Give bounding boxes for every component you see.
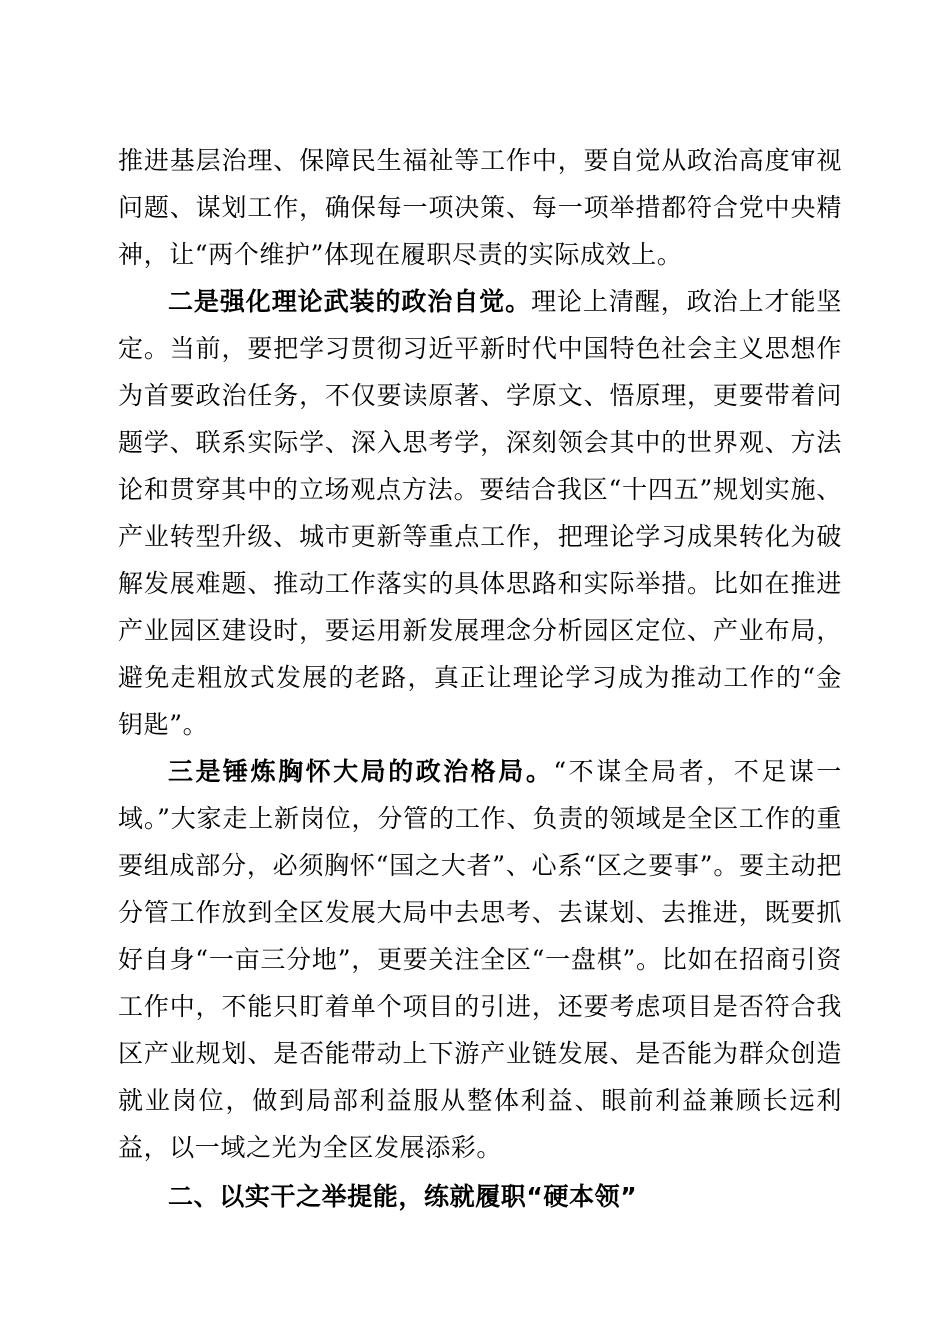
paragraph-lead: 二是强化理论武装的政治自觉。	[168, 287, 532, 316]
document-body	[118, 137, 842, 1220]
paragraph-theory	[118, 278, 842, 748]
paragraph-text: 理论上清醒，政治上才能坚定。当前，要把学习贯彻习近平新时代中国特色社会主义思想作为首要政治任务，不仅要读原著、学原文、悟原理，更要带着问题学、联系实际学、深入思考学，深刻领会其中的世界观、方法论和贯穿其中的立场观点方法。要结合我区“十四五”规划实施、产业转型升级、城市更新等重点工作，把理论学习成果转化为破解发展难题、推动工作落实的具体思路和实际举措。比如在推进产业园区建设时，要运用新发展理念分析园区定位、产业布局，避免走粗放式发展的老路，真正让理论学习成为推动工作的“金钥匙”。	[118, 287, 843, 739]
section-heading: 二、以实干之举提能，练就履职“硬本领”	[168, 1182, 638, 1211]
paragraph-continuation	[118, 137, 842, 278]
paragraph-text: 推进基层治理、保障民生福祉等工作中，要自觉从政治高度审视问题、谋划工作，确保每一项决策、每一项举措都符合党中央精神，让“两个维护”体现在履职尽责的实际成效上。	[118, 146, 842, 269]
paragraph-lead: 三是锤炼胸怀大局的政治格局。	[168, 757, 554, 786]
paragraph-text: “不谋全局者，不足谋一域。”大家走上新岗位，分管的工作、负责的领域是全区工作的重要组成部分，必须胸怀“国之大者”、心系“区之要事”。要主动把分管工作放到全区发展大局中去思考、去谋划、去推进，既要抓好自身“一亩三分地”，更要关注全区“一盘棋”。比如在招商引资工作中，不能只盯着单个项目的引进，还要考虑项目是否符合我区产业规划、是否能带动上下游产业链发展、是否能为群众创造就业岗位，做到局部利益服从整体利益、眼前利益兼顾长远利益，以一域之光为全区发展添彩。	[118, 757, 842, 1162]
paragraph-overall-view	[118, 748, 842, 1171]
